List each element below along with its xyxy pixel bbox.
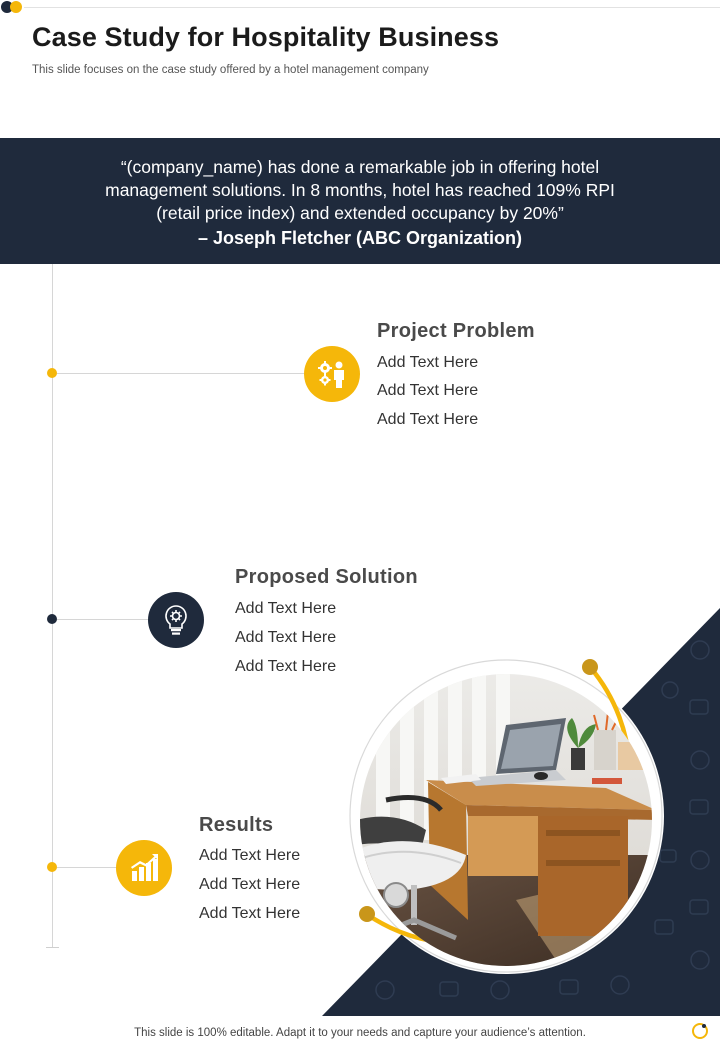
section-title-proposed-solution: Proposed Solution <box>235 566 418 588</box>
timeline-line <box>52 264 53 948</box>
timeline-dot <box>47 368 57 378</box>
page-title: Case Study for Hospitality Business <box>32 22 500 52</box>
project-problem-item: Add Text Here <box>377 354 479 371</box>
results-badge <box>116 840 172 896</box>
proposed-solution-item: Add Text Here <box>235 629 337 646</box>
timeline-end-cap <box>46 947 59 948</box>
gears-person-icon <box>315 357 349 391</box>
project-problem-item: Add Text Here <box>377 411 479 428</box>
lightbulb-gear-icon <box>160 603 192 637</box>
proposed-solution-item: Add Text Here <box>235 658 337 675</box>
project-problem-item: Add Text Here <box>377 382 479 399</box>
timeline-dot <box>47 862 57 872</box>
page-subtitle: This slide focuses on the case study offered by a hotel management company <box>32 64 429 76</box>
section-title-results: Results <box>199 814 274 836</box>
section-title-project-problem: Project Problem <box>377 320 535 342</box>
timeline-connector <box>57 619 149 620</box>
quote-author: – Joseph Fletcher (ABC Organization) <box>197 228 523 248</box>
brand-logo-icon <box>690 1022 710 1040</box>
timeline-connector <box>57 867 117 868</box>
project-problem-badge <box>304 346 360 402</box>
results-item: Add Text Here <box>199 905 301 922</box>
timeline-dot <box>47 614 57 624</box>
results-item: Add Text Here <box>199 847 301 864</box>
proposed-solution-badge <box>148 592 204 648</box>
proposed-solution-item: Add Text Here <box>235 600 337 617</box>
footer-note: This slide is 100% editable. Adapt it to your needs and capture your audience’s attention. <box>134 1027 586 1039</box>
quote-line: management solutions. In 8 months, hotel has reached 109% RPI <box>105 180 615 200</box>
quote-line: “(company_name) has done a remarkable job in offering hotel <box>120 157 600 177</box>
bar-chart-icon <box>128 853 160 883</box>
quote-line: (retail price index) and extended occupancy by 20%” <box>156 203 564 223</box>
timeline-connector <box>57 373 307 374</box>
results-item: Add Text Here <box>199 876 301 893</box>
office-desk-photo <box>356 670 656 970</box>
